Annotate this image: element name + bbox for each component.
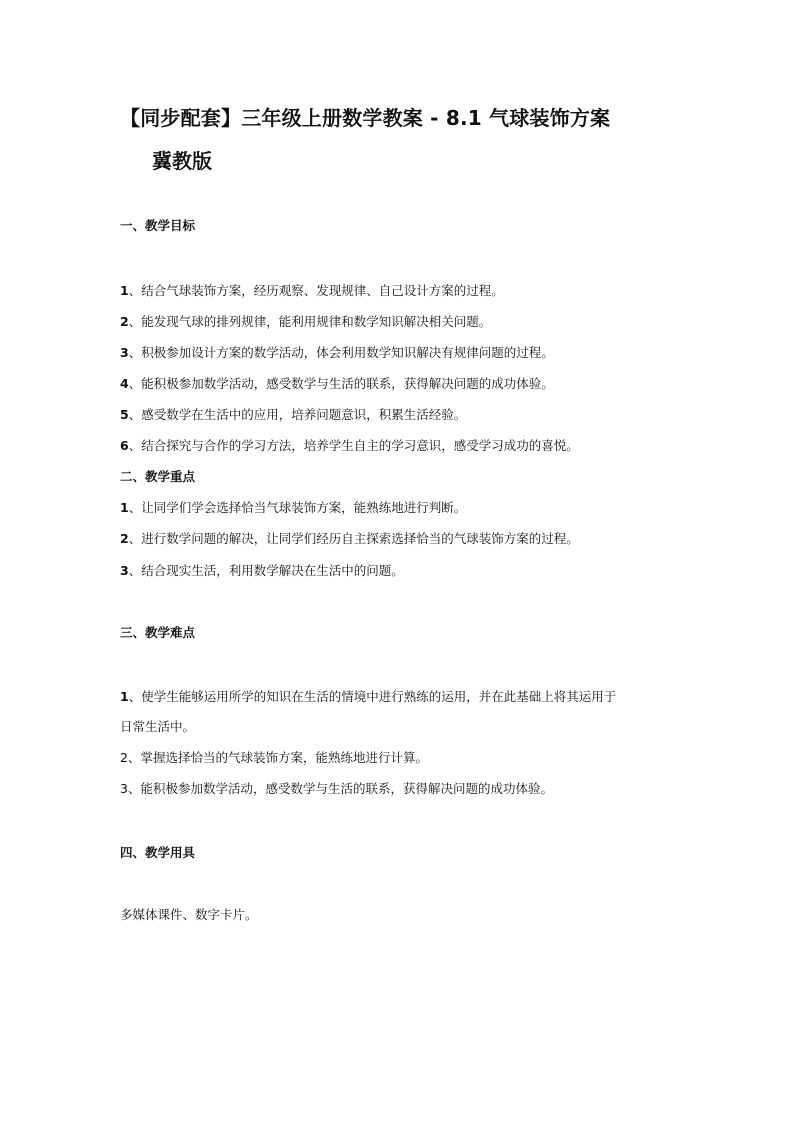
paragraph-key-1 — [120, 499, 466, 517]
item-number: 6 — [120, 438, 129, 453]
item-number: 1 — [120, 689, 129, 704]
item-text: 、让同学们学会选择恰当气球装饰方案，能熟练地进行判断。 — [128, 500, 467, 515]
paragraph-difficulty-1-continued: 日常生活中。 — [120, 719, 196, 734]
item-text: 、进行数学问题的解决，让同学们经历自主探索选择恰当的气球装饰方案的过程。 — [128, 531, 579, 546]
item-number: 3 — [120, 563, 129, 578]
paragraph-goal-2 — [120, 313, 491, 331]
item-number: 5 — [120, 407, 129, 422]
paragraph-key-2 — [120, 530, 579, 548]
paragraph-difficulty-3: 3、能积极参加数学活动，感受数学与生活的联系，获得解决问题的成功体验。 — [120, 781, 553, 796]
item-text: 、结合气球装饰方案，经历观察、发现规律、自己设计方案的过程。 — [128, 283, 504, 298]
section-heading-difficulties: 三、教学难点 — [120, 625, 196, 640]
section-heading-key-points: 二、教学重点 — [120, 469, 196, 484]
paragraph-goal-5 — [120, 406, 466, 424]
item-number: 4 — [120, 376, 129, 391]
item-text: 、能积极参加数学活动，感受数学与生活的联系，获得解决问题的成功体验。 — [128, 376, 554, 391]
item-text: 、结合现实生活，利用数学解决在生活中的问题。 — [128, 563, 404, 578]
item-number: 1 — [120, 283, 129, 298]
section-heading-teaching-tools: 四、教学用具 — [120, 845, 196, 860]
paragraph-key-3 — [120, 562, 404, 580]
paragraph-difficulty-2: 2、掌握选择恰当的气球装饰方案，能熟练地进行计算。 — [120, 750, 428, 765]
paragraph-goal-4 — [120, 375, 554, 393]
section-heading-teaching-goals: 一、教学目标 — [120, 218, 196, 233]
item-text: 、使学生能够运用所学的知识在生活的情境中进行熟练的运用，并在此基础上将其运用于 — [128, 689, 617, 704]
item-number: 2 — [120, 531, 129, 546]
item-number: 2 — [120, 314, 129, 329]
item-text: 、结合探究与合作的学习方法，培养学生自主的学习意识，感受学习成功的喜悦。 — [128, 438, 579, 453]
paragraph-difficulty-1 — [120, 688, 616, 706]
item-number: 3 — [120, 345, 129, 360]
item-text: 、积极参加设计方案的数学活动，体会利用数学知识解决有规律问题的过程。 — [128, 345, 554, 360]
paragraph-goal-1 — [120, 282, 504, 300]
paragraph-teaching-tools: 多媒体课件、数字卡片。 — [120, 907, 258, 922]
item-text: 、能发现气球的排列规律，能利用规律和数学知识解决相关问题。 — [128, 314, 492, 329]
item-number: 1 — [120, 500, 129, 515]
item-text: 、感受数学在生活中的应用，培养问题意识，积累生活经验。 — [128, 407, 467, 422]
document-title: 【同步配套】三年级上册数学教案 - 8.1 气球装饰方案 — [120, 106, 611, 130]
paragraph-goal-6 — [120, 437, 579, 455]
document-title-continuation: 冀教版 — [152, 149, 212, 173]
paragraph-goal-3 — [120, 344, 554, 362]
